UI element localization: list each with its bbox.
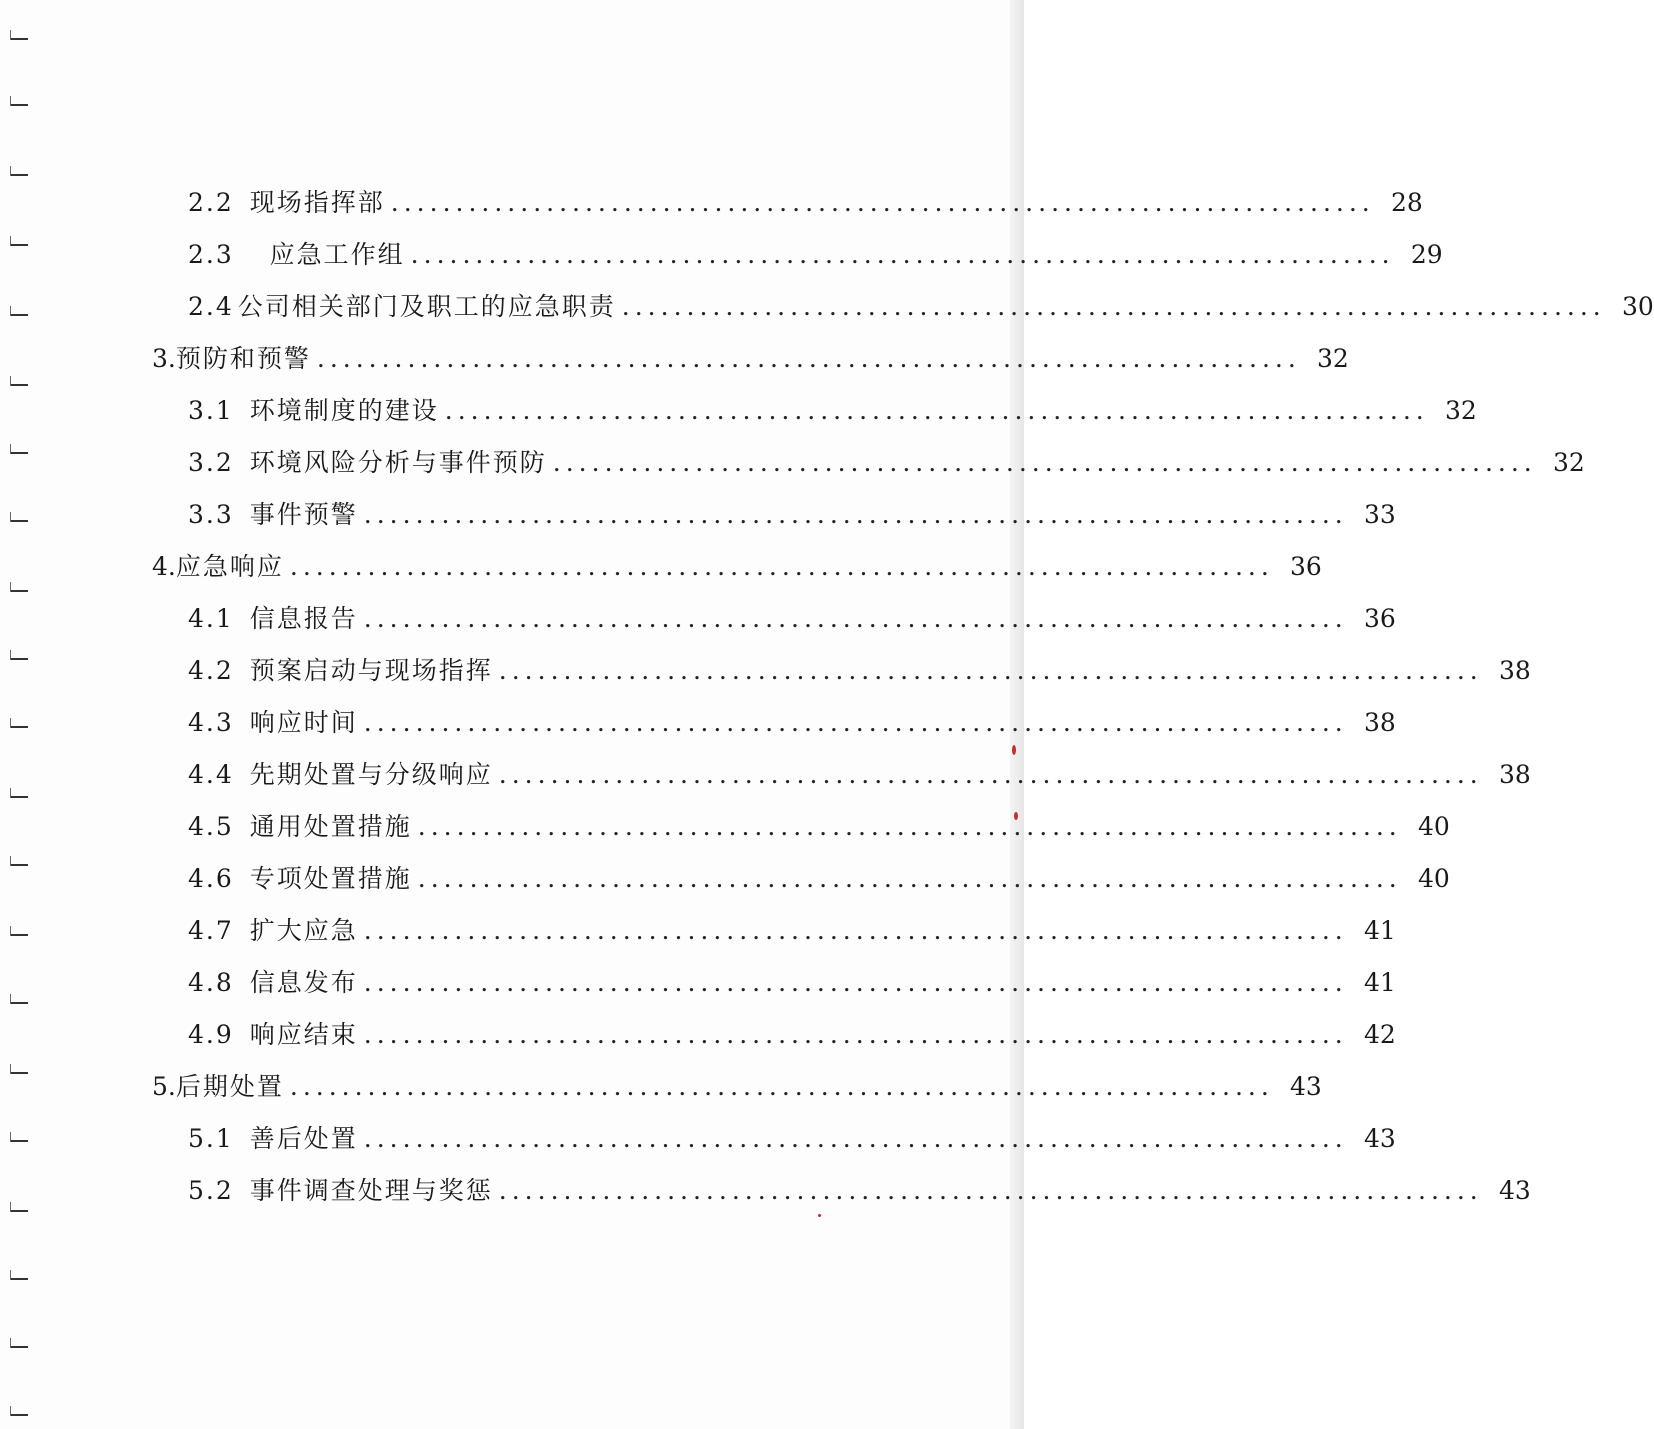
toc-leader-dots: ............................................................................ (316, 344, 1301, 373)
toc-entry[interactable] (188, 188, 1423, 218)
toc-entry-number: 5.2 (188, 1176, 234, 1205)
toc-entry-number: 2.4 (188, 292, 234, 321)
toc-entry-page: 38 (1363, 708, 1396, 737)
toc-entry-number: 4.4 (188, 760, 234, 789)
binding-mark (10, 864, 28, 866)
binding-mark (10, 38, 28, 40)
toc-entry-number: 3.2 (188, 448, 234, 477)
toc-entry[interactable] (188, 656, 1531, 686)
binding-mark (10, 174, 28, 176)
toc-leader-dots: ............................................................................ (390, 188, 1375, 217)
toc-entry-page: 29 (1410, 240, 1443, 269)
binding-mark (10, 520, 28, 522)
toc-entry[interactable] (152, 344, 1349, 374)
toc-entry-title: 信息报告 (249, 604, 358, 633)
ink-speck (1012, 745, 1016, 755)
toc-entry-page: 41 (1363, 968, 1396, 997)
toc-entry-page: 40 (1417, 812, 1450, 841)
toc-entry-title: 后期处置 (175, 1072, 284, 1101)
binding-mark (10, 1002, 28, 1004)
toc-entry-title: 预案启动与现场指挥 (249, 656, 493, 685)
toc-entry-title: 扩大应急 (249, 916, 358, 945)
toc-leader-dots: ............................................................................ (498, 656, 1483, 685)
toc-entry-title: 响应结束 (249, 1020, 358, 1049)
toc-entry[interactable] (188, 604, 1396, 634)
toc-leader-dots: ............................................................................ (444, 396, 1429, 425)
toc-leader-dots: ............................................................................ (498, 760, 1483, 789)
toc-leader-dots: ............................................................................ (363, 916, 1348, 945)
binding-mark (10, 104, 28, 106)
toc-entry-title: 现场指挥部 (249, 188, 385, 217)
binding-mark (10, 726, 28, 728)
toc-leader-dots: ............................................................................ (417, 864, 1402, 893)
toc-leader-dots: ............................................................................ (363, 500, 1348, 529)
toc-entry[interactable] (188, 448, 1585, 478)
binding-mark (10, 934, 28, 936)
toc-entry-title: 通用处置措施 (249, 812, 412, 841)
toc-entry-page: 30 (1621, 292, 1654, 321)
toc-entry-number: 2.2 (188, 188, 234, 217)
toc-entry-page: 28 (1390, 188, 1423, 217)
toc-entry-title: 公司相关部门及职工的应急职责 (237, 292, 616, 321)
toc-entry[interactable] (188, 292, 1654, 322)
toc-leader-dots: ............................................................................ (417, 812, 1402, 841)
toc-entry-page: 32 (1317, 344, 1349, 373)
toc-entry-page: 38 (1498, 760, 1531, 789)
toc-entry-title: 信息发布 (249, 968, 358, 997)
toc-entry-title: 应急响应 (175, 552, 284, 581)
toc-entry-page: 43 (1498, 1176, 1531, 1205)
toc-entry-number: 4.3 (188, 708, 234, 737)
toc-entry[interactable] (152, 1072, 1322, 1102)
toc-entry-page: 42 (1363, 1020, 1396, 1049)
toc-leader-dots: ............................................................................ (289, 552, 1274, 581)
ink-speck (818, 1214, 821, 1217)
toc-entry[interactable] (188, 760, 1531, 790)
toc-entry-number: 4.7 (188, 916, 234, 945)
toc-entry-page: 43 (1290, 1072, 1322, 1101)
toc-entry[interactable] (188, 240, 1443, 270)
binding-mark (10, 1346, 28, 1348)
toc-leader-dots: ............................................................................ (363, 708, 1348, 737)
binding-mark (10, 1210, 28, 1212)
toc-entry-page: 36 (1363, 604, 1396, 633)
toc-entry-page: 40 (1417, 864, 1450, 893)
toc-entry-page: 33 (1363, 500, 1396, 529)
toc-entry[interactable] (188, 968, 1396, 998)
toc-entry[interactable] (188, 1124, 1396, 1154)
toc-entry-title: 事件预警 (249, 500, 358, 529)
toc-entry-number: 3. (152, 344, 176, 373)
toc-entry[interactable] (188, 812, 1450, 842)
toc-entry-number: 3.3 (188, 500, 234, 529)
toc-entry-title: 应急工作组 (249, 240, 405, 269)
binding-mark (10, 1278, 28, 1280)
toc-entry-title: 先期处置与分级响应 (249, 760, 493, 789)
toc-entry-number: 4.6 (188, 864, 234, 893)
toc-entry-title: 环境制度的建设 (249, 396, 439, 425)
toc-leader-dots: ............................................................................ (621, 292, 1606, 321)
toc-leader-dots: ............................................................................ (289, 1072, 1274, 1101)
toc-leader-dots: ............................................................................ (363, 968, 1348, 997)
toc-entry-title: 事件调查处理与奖惩 (249, 1176, 493, 1205)
binding-mark (10, 314, 28, 316)
toc-entry-page: 41 (1363, 916, 1396, 945)
binding-mark (10, 590, 28, 592)
toc-leader-dots: ............................................................................ (498, 1176, 1483, 1205)
binding-mark (10, 1072, 28, 1074)
toc-entry-page: 32 (1552, 448, 1585, 477)
toc-entry[interactable] (152, 552, 1322, 582)
toc-entry[interactable] (188, 916, 1396, 946)
toc-entry[interactable] (188, 1020, 1396, 1050)
toc-entry-number: 2.3 (188, 240, 234, 269)
toc-entry-title: 善后处置 (249, 1124, 358, 1153)
toc-leader-dots: ............................................................................ (410, 240, 1395, 269)
toc-entry[interactable] (188, 396, 1477, 426)
binding-mark (10, 1414, 28, 1416)
toc-entry-title: 预防和预警 (175, 344, 311, 373)
toc-leader-dots: ............................................................................ (363, 1020, 1348, 1049)
toc-entry-number: 4.5 (188, 812, 234, 841)
binding-mark (10, 796, 28, 798)
toc-entry-number: 4.2 (188, 656, 234, 685)
toc-entry-number: 4.8 (188, 968, 234, 997)
toc-leader-dots: ............................................................................ (363, 1124, 1348, 1153)
toc-leader-dots: ............................................................................ (552, 448, 1537, 477)
toc-entry-number: 4. (152, 552, 176, 581)
toc-entry-number: 5. (152, 1072, 176, 1101)
binding-mark (10, 244, 28, 246)
toc-entry-page: 32 (1444, 396, 1477, 425)
toc-entry-page: 36 (1290, 552, 1322, 581)
toc-entry-title: 环境风险分析与事件预防 (249, 448, 547, 477)
toc-entry[interactable] (188, 1176, 1531, 1206)
toc-entry[interactable] (188, 708, 1396, 738)
toc-entry-page: 38 (1498, 656, 1531, 685)
toc-entry-number: 5.1 (188, 1124, 234, 1153)
toc-entry[interactable] (188, 500, 1396, 530)
binding-hole-marks (0, 0, 40, 1429)
toc-entry-number: 4.9 (188, 1020, 234, 1049)
binding-mark (10, 1140, 28, 1142)
toc-entry-number: 4.1 (188, 604, 234, 633)
toc-entry[interactable] (188, 864, 1450, 894)
toc-entry-title: 专项处置措施 (249, 864, 412, 893)
binding-mark (10, 452, 28, 454)
toc-entry-page: 43 (1363, 1124, 1396, 1153)
binding-mark (10, 384, 28, 386)
binding-mark (10, 658, 28, 660)
toc-entry-title: 响应时间 (249, 708, 358, 737)
toc-entry-number: 3.1 (188, 396, 234, 425)
toc-leader-dots: ............................................................................ (363, 604, 1348, 633)
